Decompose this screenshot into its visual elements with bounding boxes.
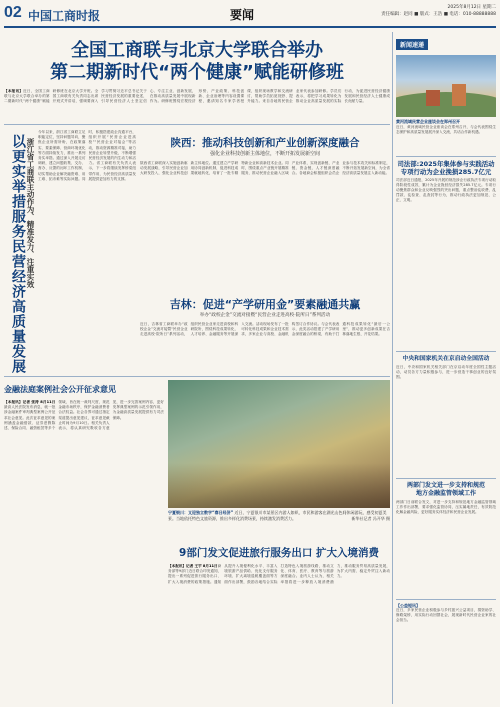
story-finance-court-text: 最高人民法院发布消息，就一批涉金融案件审判典型案例公开征求社会意见。此次征求意见的案例涵盖金融借款、证券虚假陈述、保险合同、融资租赁等多个领域，旨在统一裁判尺度，规范金融市场秩序，保护金融消费者合法权益。社会各界可通过指定渠道提出意见建议，征求意见截止时间为9月10日。相关负责人表示，将认真研究吸收各方意见，进一步完善案例内容，更好发挥典型案例的示范引领作用，为金融高质量发展提供有力司法保障。 <box>4 400 164 431</box>
masthead <box>4 4 496 28</box>
paper-name: 中国工商时报 <box>28 9 101 23</box>
story-finance-court-body <box>4 400 164 700</box>
sidebar-photo <box>396 55 496 117</box>
story-finance-court-byline: 【本报讯】记者 张涛 8月11日 <box>4 400 56 404</box>
story-zhejiang <box>4 128 138 374</box>
story-yinchuan-photo-block <box>168 380 390 542</box>
story-jilin-subtitle: 举办“政校企金”交流对接暨“民营企业走进高校·院所日”系列活动 <box>199 313 331 318</box>
story-shaanxi-title: 陕西：推动科技创新和产业创新深度融合 <box>170 137 360 149</box>
story-shaanxi-body: 陕西省工商联深入实施创新驱动发展战略，引导民营企业加大研发投入，强化企业科技创新主体地位。通过建立产学研用协同创新机制，促进科技成果就地转化，培育了一批专精特新企业和高新技术企业。同时，围绕重点产业链开展精准服务，推动民营企业融入区域产业体系，实现创新链、产业链、资金链、人才链深度融合。各地商会积极组织会员企业参与技术攻关和标准制定，不断开拓发展新空间，为全省经济高质量发展注入新动能。 <box>140 161 390 176</box>
sidebar-item1-caption: 黄河流域民营企业座谈会在郑州召开 <box>396 119 460 124</box>
masthead-meta <box>381 4 496 18</box>
story-finance-court-title: 金融法庭案例社会公开征求意见 <box>4 385 116 394</box>
sidebar-item3-title: 中央和国家机关在京启动全国活动 <box>402 355 490 362</box>
story-finance-court <box>4 380 164 704</box>
divider <box>396 156 496 157</box>
sidebar-item4-body: 两部门日前联合发文，对进一步支持和规范地方金融监管领域工作作出部署，要求强化监管协同，压实属地责任，有效防范化解金融风险，更好服务实体经济和民营企业发展。 <box>396 499 496 514</box>
sidebar-item5-body: 近日，多家民营企业积极参与乡村振兴公益项目，捐资助学、修路架桥，用实际行动回馈社会，展现新时代民营企业家的社会担当。 <box>396 608 496 623</box>
story-jilin-body: 近日，吉林省工商联举办“政校企金”交流对接暨“民营企业走进高校·院所日”系列活动，组织民营企业家走进高校和科研院所，围绕科技成果转化、人才培养、金融服务等开展深入交流。活动现场发布了一批可转化科技成果和企业技术需求，多家企业与高校、金融机构签订合作协议。与会代表表示，此类活动搭建了产学研用金深度融合的桥梁，有助于打通科技成果转化“最后一公里”，推动更多创新成果在吉林落地生根、开花结果。 <box>140 322 390 337</box>
sidebar-item2-title: 司法部:2025年集体参与实践活动 <box>397 159 495 168</box>
section-name: 要闻 <box>230 8 255 22</box>
story-zhejiang-title: 以更实举措服务民营经济高质量发展 <box>10 134 26 374</box>
sidebar-column <box>392 32 496 704</box>
sidebar-item2-body: 司法部近日通报，2025年开展的规范涉企行政执法专项行动取得阶段性成效，累计为企业挽回经济损失285.7亿元。专项行动聚焦群众和企业反映强烈的突出问题，重点整治乱收费、乱罚款、乱检查、乱查封等行为，推动行政执法更加规范、公正、文明。 <box>396 177 496 203</box>
story-travel-services <box>168 544 390 704</box>
story-zhejiang-body: 今年以来，浙江省工商联立足职能定位，坚持问题导向，聚焦企业所需所盼，在政策落实、要素保障、营商环境优化等方面持续发力，推出一系列务实举措。通过深入开展走访调研，建立问题收集、交办、督办、反馈的闭环工作机制，切实帮助企业解决融资难、用工难、拓市难等实际问题。同时，积极搭建政企沟通平台，组织开展“民营企业进高校”“民营企业对接会”等活动，推动资源精准对接，助力民营企业转型升级，不断增强民营经济发展的内生动力和活力。省工商联有关负责人表示，下一步将继续发挥桥梁纽带作用，为民营经济高质量发展提供更加有力的支撑。 <box>38 130 136 181</box>
photo-caption <box>168 510 390 521</box>
lead-body-text: 近日，全国工商联与北京大学联合举办的第二期新时代“两个健康”赋能研修班在北京大学开班。全国工商联有关负责同志出席开班式并讲话，强调要深入学习贯彻习近平总书记关于民营经济发展的重要论述，引导民营经济人士坚定信心、专注主业、创新发展，在推动高质量发展中展现新作为。研修班围绕宏观经济形势、产业政策、科技创新、企业治理等内容设置课程，邀请知名专家学者授课，组织现场教学和交流研讨，帮助学员拓宽视野、提升能力。来自各地的民营企业家代表参加研修。学员们表示，将把学习成果转化为推动企业高质量发展的实际行动，为促进民营经济健康发展和民营经济人士健康成长贡献力量。 <box>4 89 390 104</box>
divider <box>4 124 390 125</box>
sidebar-item4-subtitle: 地方金融监管领域工作 <box>415 489 476 497</box>
masthead-editor: 责任编辑：赵同 ■ 版式：王浩 ■ 电话：010-88888888 <box>381 12 496 17</box>
story-zhejiang-subtitle: 浙江省工商联主动作为、精准发力、注重实效 <box>26 138 35 288</box>
divider <box>396 351 496 352</box>
yinchuan-photo <box>168 380 390 508</box>
sidebar-item3-body: 近日，中央和国家机关相关部门在京启动年度全国性主题活动，动员各方力量积极参与，进一步营造干事创业的良好氛围。 <box>396 364 496 379</box>
page-number: 02 <box>4 4 22 21</box>
lead-title-line2: 第二期新时代“两个健康”赋能研修班 <box>50 62 344 83</box>
story-travel-title: 9部门发文促进旅行服务出口 扩大入境消费 <box>179 547 379 559</box>
story-shaanxi-subtitle: 强化企业科技创新主体地位，不断开拓发展新空间 <box>209 151 320 157</box>
divider <box>4 376 390 377</box>
lead-byline: 【本报讯】 <box>4 89 24 93</box>
photo-building <box>426 90 440 106</box>
photo-credit: 新华社记者 冯开华 摄 <box>351 515 390 521</box>
divider <box>396 478 496 479</box>
masthead-date: 2025年8月12日 星期二 <box>447 5 496 10</box>
story-jilin-title: 吉林：促进“产学研用金”要素融通共赢 <box>169 298 361 311</box>
sidebar-item5-title: 【公益短讯】 <box>396 602 420 608</box>
lead-title-line1: 全国工商联与北京大学联合举办 <box>71 40 323 61</box>
sidebar-label: 新闻速递 <box>396 39 428 50</box>
photo-building <box>452 84 466 106</box>
story-travel-byline: 【本报讯】记者 王宇 8月11日 <box>168 564 218 568</box>
photo-caption-title: 宁夏银川：又迎独立数字“春日经济” <box>168 510 234 515</box>
photo-hill <box>396 92 496 117</box>
lead-story <box>4 32 390 122</box>
sidebar-item2-subtitle: 专项行动为企业挽损285.7亿元 <box>400 167 492 176</box>
sidebar-item4-title: 两部门发文进一步支持和规范 <box>406 481 485 489</box>
photo-caption-text: 近日，宁夏银川市某景区内游人如织，市民和游客在湖光山色间休闲游玩，感受初夏美景。当地依托特色文旅资源，推出多样化消费场景，持续激发消费活力。 <box>168 510 387 521</box>
story-travel-text: 商务部等9部门近日联合印发通知，提出一系列促进旅行服务出口、扩大入境消费的政策措施。通知从提升入境便利化水平、丰富入境旅游产品供给、优化支付服务环境、扩大离境退税覆盖面等方面作出部署，鼓励各地结合实际打造特色入境旅游线路，推动文化、体育、医疗、教育等与旅游深度融合。业内人士认为，相关举措将进一步释放入境消费潜力，推动服务贸易高质量发展，为扩大内需、稳定外贸注入新动力。 <box>168 564 390 584</box>
lead-body <box>4 89 390 119</box>
divider <box>396 599 496 600</box>
story-travel-body <box>168 564 390 702</box>
sidebar-item1-body: 近日，黄河流域民营企业座谈会在郑州召开，与会代表围绕生态保护和高质量发展展开深入交流，共话合作新机遇。 <box>396 124 496 134</box>
story-shaanxi <box>140 128 390 248</box>
story-jilin <box>140 298 390 374</box>
